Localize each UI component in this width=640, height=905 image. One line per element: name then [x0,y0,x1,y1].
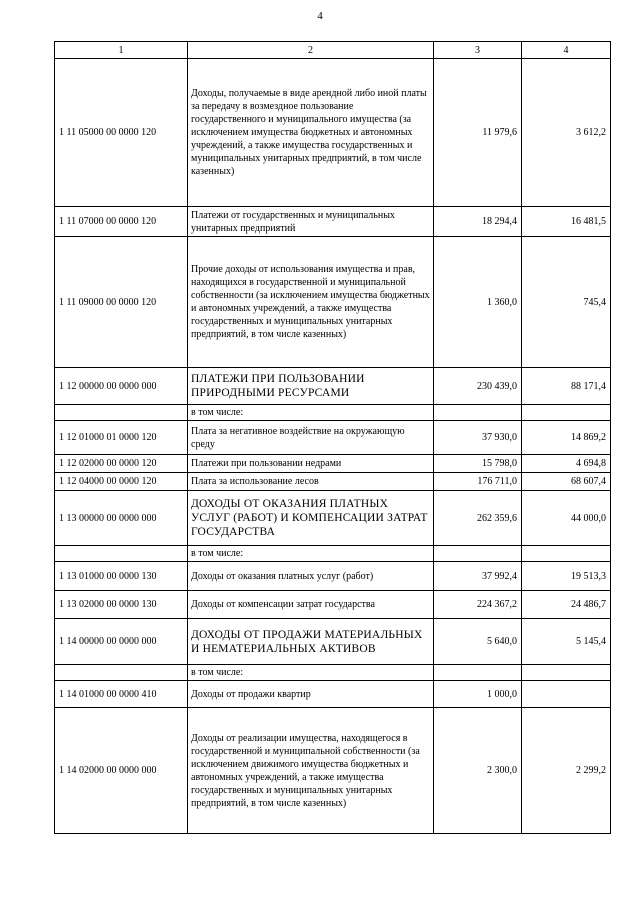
description-cell: Доходы от компенсации затрат государства [188,591,434,619]
description-cell: в том числе: [188,665,434,681]
code-cell: 1 11 05000 00 0000 120 [55,59,188,207]
code-cell [55,546,188,562]
code-cell: 1 13 00000 00 0000 000 [55,491,188,546]
value-col3-cell: 37 930,0 [434,421,522,455]
value-col4-cell: 19 513,3 [522,562,611,591]
description-cell: в том числе: [188,405,434,421]
value-col4-cell: 16 481,5 [522,207,611,237]
code-cell: 1 14 00000 00 0000 000 [55,619,188,665]
value-col4-cell: 44 000,0 [522,491,611,546]
description-cell: Доходы от продажи квартир [188,681,434,708]
value-col3-cell: 224 367,2 [434,591,522,619]
value-col3-cell: 11 979,6 [434,59,522,207]
value-col4-cell: 24 486,7 [522,591,611,619]
value-col4-cell: 3 612,2 [522,59,611,207]
value-col4-cell [522,665,611,681]
table-row [55,562,611,591]
code-cell: 1 13 02000 00 0000 130 [55,591,188,619]
code-cell: 1 14 02000 00 0000 000 [55,708,188,834]
value-col4-cell: 5 145,4 [522,619,611,665]
code-cell: 1 12 00000 00 0000 000 [55,368,188,405]
table-row [55,591,611,619]
value-col4-cell: 2 299,2 [522,708,611,834]
table-header-row [55,42,611,59]
table-row [55,473,611,491]
value-col3-cell: 230 439,0 [434,368,522,405]
value-col3-cell [434,546,522,562]
table-row [55,421,611,455]
value-col3-cell: 176 711,0 [434,473,522,491]
value-col3-cell: 18 294,4 [434,207,522,237]
description-cell: Прочие доходы от использования имущества и прав, находящихся в государственной и муниципальной собственности (за исключением имущества бюджетных и автономных учреждений, а также имущества государственных и муниципальных унитарных предприятий, в том числе казенных) [188,237,434,368]
revenue-table [54,41,611,834]
table-row [55,619,611,665]
table-row [55,368,611,405]
value-col4-cell: 4 694,8 [522,455,611,473]
description-cell: Плата за негативное воздействие на окружающую среду [188,421,434,455]
description-cell: Платежи от государственных и муниципальных унитарных предприятий [188,207,434,237]
value-col3-cell: 1 000,0 [434,681,522,708]
code-cell: 1 12 01000 01 0000 120 [55,421,188,455]
table-row [55,491,611,546]
value-col4-cell: 14 869,2 [522,421,611,455]
value-col4-cell: 88 171,4 [522,368,611,405]
description-cell: Доходы, получаемые в виде арендной либо иной платы за передачу в возмездное пользование государственного и муниципального имущества (за исключением имущества бюджетных и автономных учреждений, а также имущества государственных и муниципальных унитарных предприятий, в том числе казенных) [188,59,434,207]
table-row [55,708,611,834]
table-row [55,546,611,562]
description-cell: ДОХОДЫ ОТ ПРОДАЖИ МАТЕРИАЛЬНЫХ И НЕМАТЕРИАЛЬНЫХ АКТИВОВ [188,619,434,665]
code-cell: 1 11 09000 00 0000 120 [55,237,188,368]
value-col4-cell [522,405,611,421]
value-col3-cell: 5 640,0 [434,619,522,665]
table-row [55,59,611,207]
value-col3-cell [434,665,522,681]
table-row [55,237,611,368]
code-cell: 1 11 07000 00 0000 120 [55,207,188,237]
page-number: 4 [317,10,323,22]
value-col3-cell [434,405,522,421]
description-cell: Платежи при пользовании недрами [188,455,434,473]
value-col3-cell: 1 360,0 [434,237,522,368]
header-cell: 1 [55,42,188,59]
description-cell: ПЛАТЕЖИ ПРИ ПОЛЬЗОВАНИИ ПРИРОДНЫМИ РЕСУРСАМИ [188,368,434,405]
value-col3-cell: 262 359,6 [434,491,522,546]
value-col3-cell: 2 300,0 [434,708,522,834]
header-cell: 4 [522,42,611,59]
code-cell [55,405,188,421]
description-cell: ДОХОДЫ ОТ ОКАЗАНИЯ ПЛАТНЫХ УСЛУГ (РАБОТ) И КОМПЕНСАЦИИ ЗАТРАТ ГОСУДАРСТВА [188,491,434,546]
value-col3-cell: 15 798,0 [434,455,522,473]
table-row [55,405,611,421]
code-cell [55,665,188,681]
table-row [55,207,611,237]
description-cell: Доходы от оказания платных услуг (работ) [188,562,434,591]
description-cell: Доходы от реализации имущества, находящегося в государственной и муниципальной собственности (за исключением движимого имущества бюджетных и автономных учреждений, а также имущества государственных и муниципальных унитарных предприятий, в том числе казенных) [188,708,434,834]
code-cell: 1 14 01000 00 0000 410 [55,681,188,708]
value-col4-cell [522,681,611,708]
code-cell: 1 12 04000 00 0000 120 [55,473,188,491]
value-col4-cell: 745,4 [522,237,611,368]
value-col4-cell [522,546,611,562]
header-cell: 2 [188,42,434,59]
table-row [55,681,611,708]
table-row [55,455,611,473]
description-cell: в том числе: [188,546,434,562]
value-col4-cell: 68 607,4 [522,473,611,491]
table-row [55,665,611,681]
code-cell: 1 13 01000 00 0000 130 [55,562,188,591]
code-cell: 1 12 02000 00 0000 120 [55,455,188,473]
header-cell: 3 [434,42,522,59]
value-col3-cell: 37 992,4 [434,562,522,591]
description-cell: Плата за использование лесов [188,473,434,491]
